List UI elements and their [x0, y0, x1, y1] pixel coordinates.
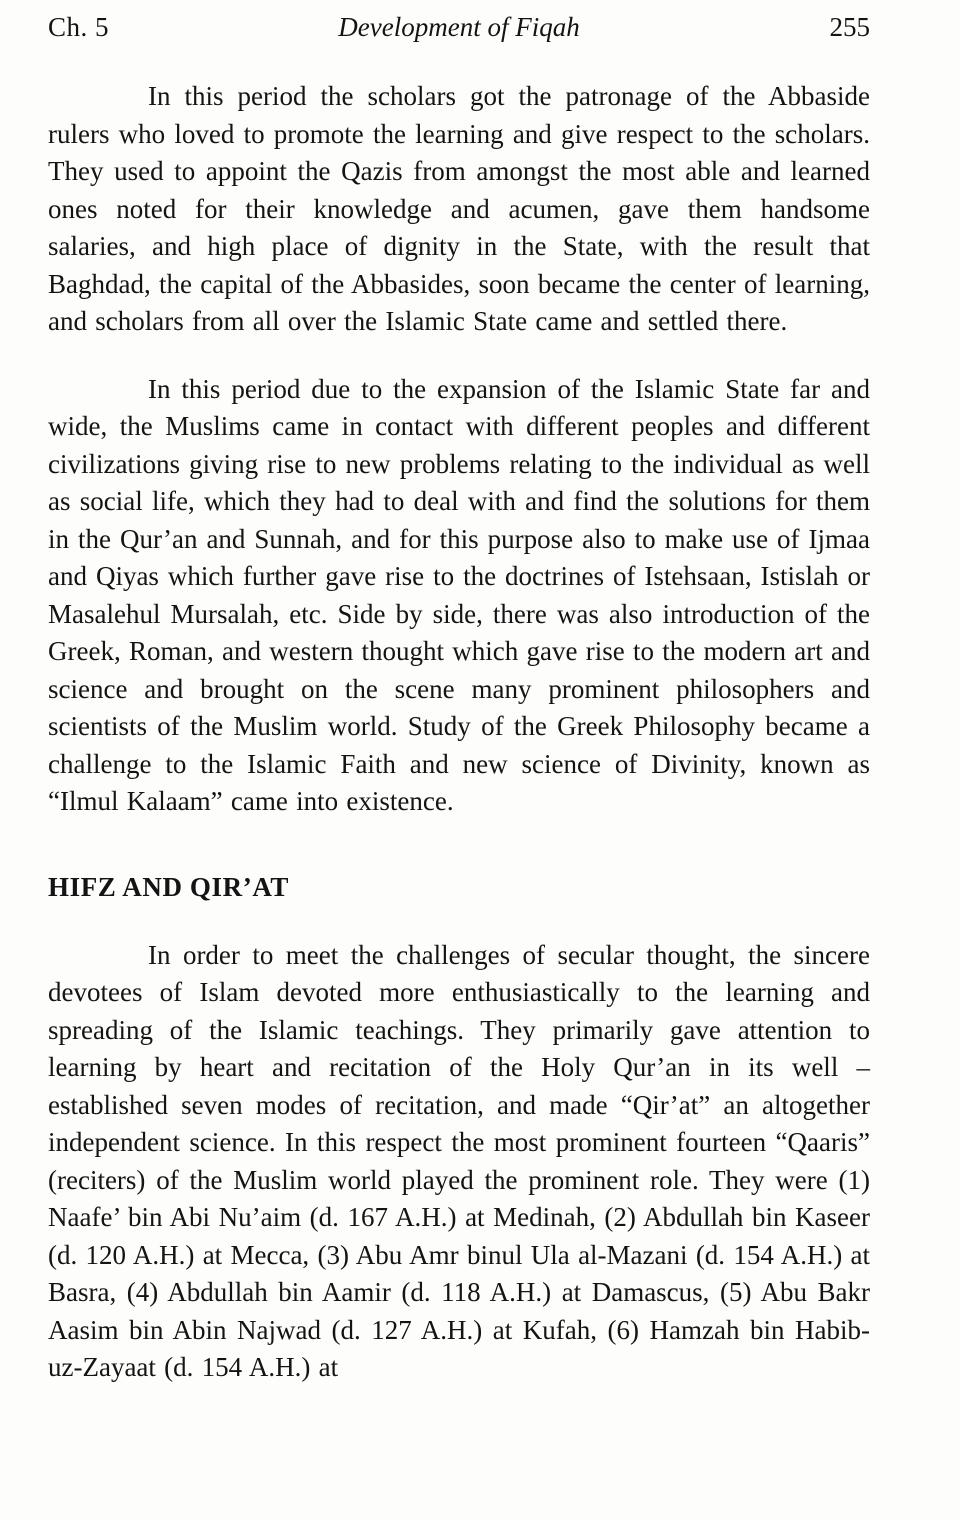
page-body — [48, 78, 870, 1387]
paragraph-3: In order to meet the challenges of secular thought, the sincere devotees of Islam devoted more enthusiastically to the learning and spreading of the Islamic teachings. They primarily gave attention to learning by heart and recitation of the Holy Qur’an in its well – established seven modes of recitation, and made “Qir’at” an altogether independent science. In this respect the most prominent fourteen “Qaaris” (reciters) of the Muslim world played the prominent role. They were (1) Naafe’ bin Abi Nu’aim (d. 167 A.H.) at Medinah, (2) Abdullah bin Kaseer (d. 120 A.H.) at Mecca, (3) Abu Amr binul Ula al-Mazani (d. 154 A.H.) at Basra, (4) Abdullah bin Aamir (d. 118 A.H.) at Damascus, (5) Abu Bakr Aasim bin Abin Najwad (d. 127 A.H.) at Kufah, (6) Hamzah bin Habib-uz-Zayaat (d. 154 A.H.) at — [48, 939, 870, 1382]
page-title: Development of Fiqah — [338, 12, 580, 42]
paragraph-2: In this period due to the expansion of the Islamic State far and wide, the Muslims came in contact with different peoples and different civilizations giving rise to new problems relating to the individual as well as social life, which they had to deal with and find the solutions for them in the Qur’an and Sunnah, and for this purpose also to make use of Ijmaa and Qiyas which further gave rise to the doctrines of Istehsaan, Istislah or Masalehul Mursalah, etc. Side by side, there was also introduction of the Greek, Roman, and western thought which gave rise to the modern art and science and brought on the scene many prominent philosophers and scientists of the Muslim world. Study of the Greek Philosophy became a challenge to the Islamic Faith and new science of Divinity, known as “Ilmul Kalaam” came into existence. — [48, 373, 870, 816]
page-number: 255 — [829, 12, 870, 42]
chapter-label: Ch. 5 — [48, 12, 110, 42]
page-header — [48, 10, 870, 44]
paragraph-1: In this period the scholars got the patronage of the Abbaside rulers who loved to promote the learning and give respect to the scholars. They used to appoint the Qazis from amongst the most able and learned ones noted for their knowledge and acumen, gave them handsome salaries, and high place of dignity in the State, with the result that Baghdad, the capital of the Abbasides, soon became the center of learning, and scholars from all over the Islamic State came and settled there. — [48, 81, 870, 336]
section-heading: HIFZ AND QIR’AT — [48, 871, 290, 902]
